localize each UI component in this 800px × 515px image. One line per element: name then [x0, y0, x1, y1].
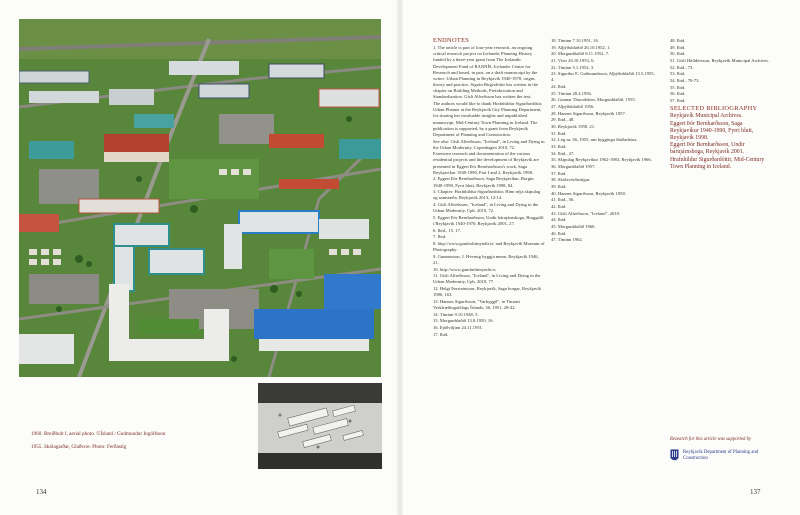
endnote: 48. Ibid.: [670, 38, 686, 43]
endnote: 55. Ibid.: [670, 84, 686, 90]
endnote: 20. Morgunblaðið 6.11.1952, 7.: [551, 51, 610, 57]
endnote: 46. Ibid.: [551, 230, 567, 236]
endnote: 24. Ibid.: [551, 84, 567, 90]
endnote: 38. Skólavörðustígur.: [551, 177, 591, 183]
endnote: 9. Gunnarsson, J. Hvernig byggja menn, Reykjavík 1946, 21.: [433, 253, 539, 265]
photo-captions: [31, 431, 211, 457]
aerial-photo: [19, 19, 381, 377]
bibliography-entry: Eggert Þór Bernharðsson, Undir bárujárnsboga, Reykjavík 2001.: [670, 142, 745, 156]
endnote: 26. Gunnar Thoroddsen, Morgunblaðið, 1955.: [551, 97, 636, 103]
endnote: 41. Ibid., 56.: [551, 197, 575, 203]
endnotes-column-1: [433, 38, 545, 338]
endnote: 57. Ibid.: [670, 97, 686, 103]
endnote: 34. Ibid., 27.: [551, 150, 575, 156]
endnote: See also: Gísli Alfreðsson, "Iceland", in Living and Dying in the Urban Modernity, Copenhagen 2010, 72.: [433, 138, 545, 150]
endnote: 49. Ibid.: [670, 44, 686, 50]
endnote: 40. Hannes Sigurðsson, Reykjavík 1958.: [551, 190, 626, 196]
endnote: 44. Ibid.: [551, 217, 567, 223]
endnote: 30. Reykjavík 1958, 21.: [551, 124, 596, 130]
endnote: 2. Eggert Þór Bernharðsson, Saga Reykjavíkur. Borgin 1940-1990, Fyrri hluti, Reykjavík 1998, 84.: [433, 176, 534, 188]
sponsor-logo: [670, 449, 780, 467]
endnote: 14. Tíminn 9.10.1948, 5.: [433, 311, 479, 317]
reykjavik-crest-icon: [670, 449, 679, 463]
caption-model: 1955. Skólagarðar, Glaðsvæ. Photo: Ferðastig: [31, 444, 127, 450]
endnote: 6. Ibid., 15, 17.: [433, 227, 462, 233]
endnote: Extensive research and documentation of the various residential projects and the development of Reykjavík are presented in Eggert Þór Bernharðsson's work, Saga Reykjavíkur 1940-1990, Part I and 2, Reykjavík 1998.: [433, 151, 540, 175]
caption-aerial: 1960. Breiðholt I, aerial photo. ©Ísland / Gudmundur Ingólfsson: [31, 431, 166, 437]
endnote: 47. Tíminn 1962.: [551, 237, 583, 243]
endnotes-heading: ENDNOTES: [433, 37, 470, 44]
endnote: 18. Tíminn 7.10.1951, 16.: [551, 38, 599, 43]
endnote: 29. Ibid., 48.: [551, 117, 575, 123]
endnote: 17. Ibid.: [433, 331, 449, 337]
research-support-note: Research for this article was supported by: [670, 437, 752, 442]
page-number-left: 134: [36, 488, 47, 496]
endnote: 25. Tíminn 28.4.1956.: [551, 90, 593, 96]
endnote: 54. Ibid., 70-73.: [670, 77, 700, 83]
endnote: 32. Lög nr. 36, 1955, um byggingu íbúðarhúsa.: [551, 137, 638, 143]
endnote: 4. Gísli Alfreðsson, "Iceland", in Living and Dying in the Urban Modernity, Cph. 2010, 72.: [433, 202, 539, 214]
endnotes-column-2: [551, 38, 657, 244]
endnote: 56. Ibid.: [670, 91, 686, 97]
bibliography-entry: Hrafnhildur Sigurðardóttir, Mid-Century Town Planning in Iceland.: [670, 156, 765, 170]
endnote: 28. Hannes Sigurðsson, Reykjavík 1957.: [551, 110, 626, 116]
endnote: 27. Alþýðublaðið 1956.: [551, 104, 595, 110]
endnote: 43. Gísli Alfreðsson, "Iceland", 2010.: [551, 210, 621, 216]
endnote: 51. Gísli Halldórsson, Reykjavík Municipal Archives.: [670, 57, 770, 63]
endnote: 12. Helgi Þorsteinsson, Reykjavík, Saga borgar, Reykjavík 1986, 163.: [433, 286, 541, 298]
endnote: 37. Ibid.: [551, 170, 567, 176]
endnote: 3. Chapter: Hrafnhildur Sigurðardóttir, Hinn nýja skipulag og samstæða, Reykjavík 2013, 12-14.: [433, 189, 541, 201]
endnote: 1. The article is part of four-year research, an ongoing critical research project on Icelandic Planning History funded by a three-year grant from The Icelandic Development Fund of RANNÍS, Icelandic Centre for Research and based, in part, on a draft manuscript by the writer: Urban Planning in Reykjavík 1940-1970, origin, theory and practice. Sigrún Birgisdóttir has written in the chapter on Building Methods, Prefabrication and Standardization. Gísli Alfreðsson has written the text.: [433, 45, 538, 100]
endnote: 21. Vísir 20.10.1953, 6.: [551, 57, 595, 63]
endnote: 36. Morgunblaðið 1957.: [551, 163, 596, 169]
bibliography-entry: Reykjavík Municipal Archives.: [670, 113, 743, 120]
endnote: 19. Alþýðublaðið 26.10.1952, 1.: [551, 44, 611, 50]
page-number-right: 137: [750, 488, 761, 496]
endnote: 33. Ibid.: [551, 144, 567, 149]
endnote: 39. Ibid.: [551, 183, 567, 189]
endnote: 42. Ibid.: [551, 203, 567, 209]
endnote: 23. Sigurður E. Guðmundsson, Alþýðublaðið 13.5.1955, 4.: [551, 71, 655, 83]
endnote: 15. Morgunblaðið 13.8.1950, 16.: [433, 318, 494, 324]
endnotes-column-3: [670, 38, 772, 171]
endnote: The authors would like to thank Hrafnhildur Sigurðardóttir, Urban Planner at the Reykjavík City Planning Department, for sharing her invaluable insights and unpublished manuscript, Mid-Century Town Planning in Iceland. The publication is supported, by a grant from Reykjavík Department of Planning and Construction.: [433, 101, 543, 137]
endnote: 45. Morgunblaðið 1960.: [551, 223, 596, 229]
endnote: 53. Ibid.: [670, 71, 686, 77]
endnote: 16. Þjóðviljinn 24.11.1951.: [433, 325, 484, 331]
endnote: 8. http://www.gamlarlitmyndir.is/ and Reykjavík Museum of Photography.: [433, 241, 545, 253]
endnote: 11. Gísli Alfreðsson, "Iceland", in Living and Dying in the Urban Modernity, Cph. 2010, 77.: [433, 273, 541, 285]
endnote: 52. Ibid., 73.: [670, 64, 694, 70]
sponsor-name: Reykjavík Department of Planning and Construction: [683, 450, 759, 462]
endnote: 13. Hannes Sigurðsson, "Varbyggð", in Tímarit Verkfræðingafélags Íslands, 36, 1951, 28-42.: [433, 298, 520, 311]
page-gutter: [397, 0, 403, 515]
endnote: 22. Tíminn 5.1.1952, 3.: [551, 64, 595, 70]
endnote: 5. Eggert Þór Bernharðsson, Undir bárujárnsboga, Braggalíf í Reykjavík 1940-1970, Reykjavík 2001, 27.: [433, 214, 544, 227]
endnote: 7. Ibid.: [433, 234, 447, 240]
endnote: 50. Ibid.: [670, 51, 686, 57]
site-model-photo: [258, 383, 382, 469]
endnote: 10. http://www.gamlarlitmyndir.is: [433, 266, 496, 272]
bibliography-heading: SELECTED BIBLIOGRAPHY: [670, 105, 758, 113]
endnote: 31. Ibid.: [551, 130, 567, 136]
bibliography-entry: Eggert Þór Bernharðsson, Saga Reykjavíkur 1940-1990, Fyrri hluti, Reykjavík 1998.: [670, 120, 754, 141]
endnote: 35. Skipulag Reykjavíkur 1962-1983, Reykjavík 1966.: [551, 157, 652, 163]
